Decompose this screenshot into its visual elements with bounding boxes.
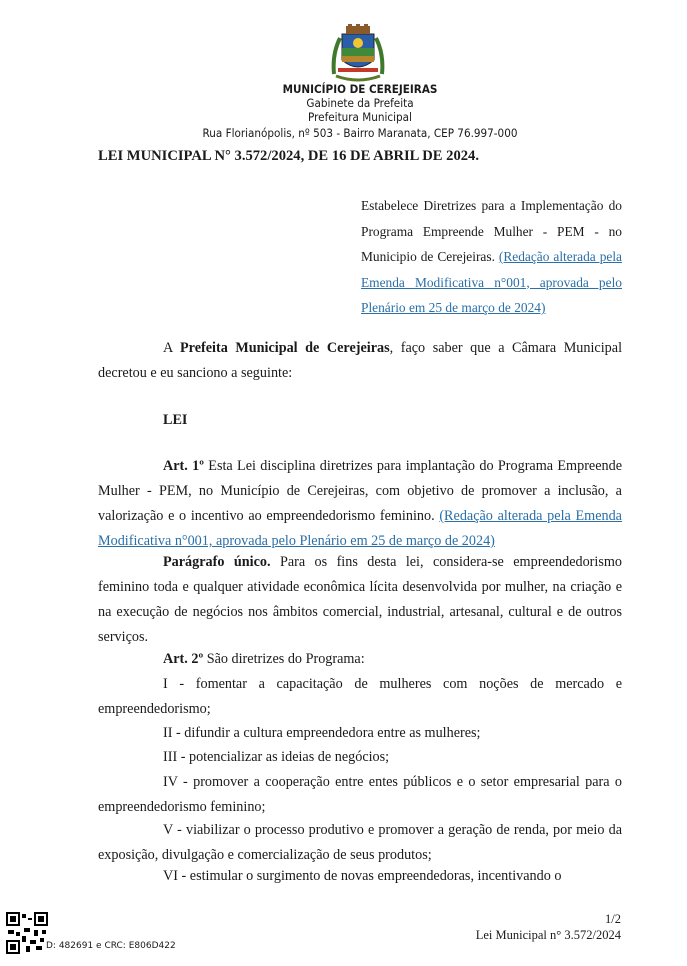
art1-amendment-link[interactable]: (Redação alterada pela Emenda Modificativa n°001, aprovada pelo Plenário em 25 de março de 2024): [98, 508, 622, 549]
lei-heading: [98, 408, 622, 433]
list-item: II - difundir a cultura empreendedora entre as mulheres;: [163, 725, 481, 741]
office-name: Gabinete da Prefeita: [306, 96, 414, 110]
list-item: VI - estimular o surgimento de novas empreendedoras, incentivando o: [163, 868, 562, 884]
institution-name: Prefeitura Municipal: [308, 110, 412, 124]
paragrafo-text: Para os fins desta lei, considera-se empreendedorismo feminino toda e qualquer atividade econômica lícita desenvolvida por mulher, na criação e na execução de negócios nos âmbitos comercial, industrial, artesanal, cultural e de outros serviços.: [98, 554, 622, 645]
list-item: I - fomentar a capacitação de mulheres com noções de mercado e empreendedorismo;: [98, 676, 622, 717]
art2-text: São diretrizes do Programa:: [203, 651, 365, 667]
preamble: [98, 336, 622, 386]
article-1: [98, 454, 622, 554]
art1-label: Art. 1º: [163, 458, 204, 474]
list-item: IV - promover a cooperação entre entes públicos e o setor empresarial para o empreendedorismo feminino;: [98, 774, 622, 815]
coat-of-arms-icon: [330, 24, 386, 82]
page-number: 1/2: [605, 912, 621, 926]
address: Rua Florianópolis, nº 503 - Bairro Maranata, CEP 76.997-000: [202, 126, 518, 140]
list-item: V - viabilizar o processo produtivo e promover a geração de renda, por meio da exposição, divulgação e comercialização de seus produtos;: [98, 822, 622, 863]
lei-label: LEI: [163, 412, 188, 428]
paragrafo-label: Parágrafo único.: [163, 554, 271, 570]
footer-law-ref: Lei Municipal n° 3.572/2024: [475, 928, 621, 942]
verification-code: D: 482691 e CRC: E806D422: [46, 941, 176, 951]
preamble-post: , faço saber que a Câmara Municipal decretou e eu sanciono a seguinte:: [98, 340, 623, 381]
law-title: LEI MUNICIPAL N° 3.572/2024, DE 16 DE ABRIL DE 2024.: [98, 148, 479, 164]
art2-label: Art. 2º: [163, 651, 204, 667]
ementa-amendment-link[interactable]: (Redação alterada pela Emenda Modificativa n°001, aprovada pelo Plenário em 25 de março de 2024): [361, 249, 622, 315]
list-item: III - potencializar as ideias de negócios;: [163, 749, 390, 765]
art1-text: Esta Lei disciplina diretrizes para implantação do Programa Empreende Mulher - PEM, no Município de Cerejeiras, com objetivo de promover a inclusão, a valorização e o incentivo ao empreendedorismo feminino.: [98, 458, 622, 524]
ementa-text: Estabelece Diretrizes para a Implementação do Programa Empreende Mulher - PEM - no Municipio de Cerejeiras.: [361, 198, 622, 264]
municipality-title: MUNICÍPIO DE CEREJEIRAS: [282, 82, 438, 96]
qr-code-icon: [6, 912, 48, 954]
preamble-pre: A: [163, 340, 181, 356]
ementa: [361, 193, 622, 321]
article-2: [98, 647, 622, 672]
preamble-bold: Prefeita Municipal de Cerejeiras: [180, 340, 390, 356]
paragrafo-unico: [98, 550, 622, 650]
